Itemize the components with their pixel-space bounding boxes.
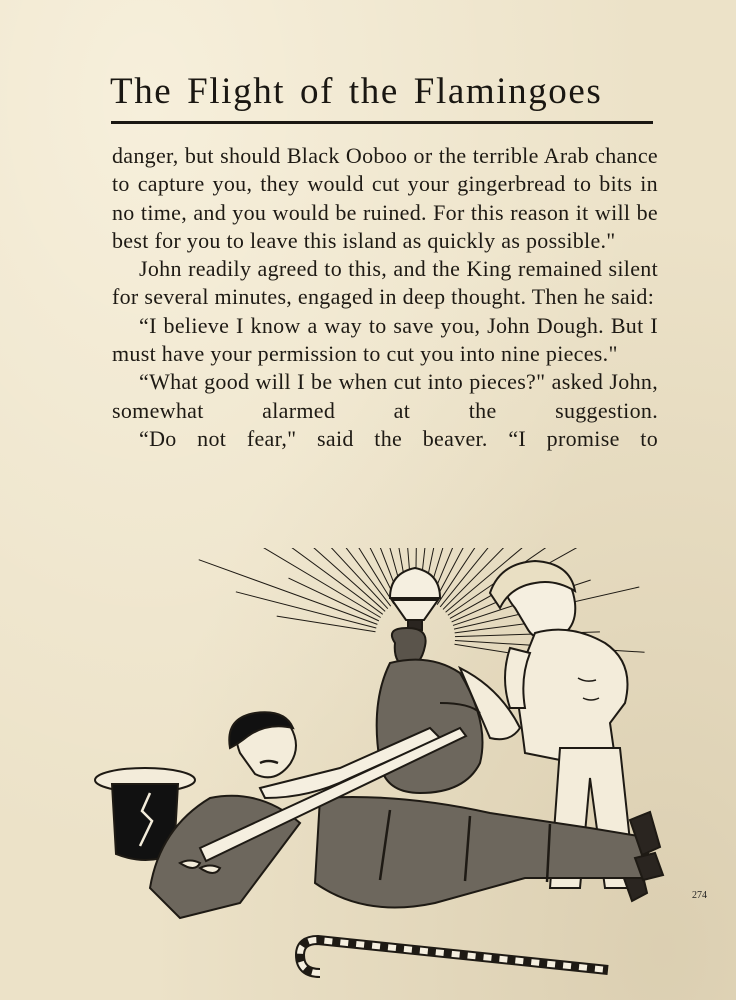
text-line: Arab chance to capture you, they would cut your [112,143,658,197]
light-ray [311,548,386,611]
running-header-title: The Flight of the Flamingoes [110,71,603,112]
text-line: “Do not fear," said the beaver. “I promise to [139,425,658,451]
text-line: ruined. For this reason it will be best for you to [112,199,658,253]
text-line: you into nine pieces." [420,341,618,367]
text-line: asked John, somewhat alarmed at the suggestion. [112,369,658,423]
light-ray [199,560,378,625]
text-line: remained silent for several minutes, engaged in [112,256,658,310]
body-text [112,142,658,453]
text-line: “What good will I be when cut into pieces?" [139,369,546,395]
header-rule [111,121,653,124]
paragraph-5 [112,425,658,453]
page-number: 274 [692,890,707,901]
paragraph-4 [112,368,658,425]
light-ray [256,548,381,618]
light-ray [230,548,383,614]
paragraph-1 [112,142,658,255]
text-line: deep thought. Then he said: [402,284,655,310]
paragraph-2 [112,255,658,312]
text-line: leave this island as quickly as possible." [250,227,616,253]
light-ray [275,548,390,606]
illustration [90,548,690,988]
candy-cane [300,940,608,973]
text-line: “I believe I know a way to save you, John [139,312,530,338]
text-line: gingerbread to bits in no time, and you would be [112,171,658,225]
paragraph-3 [112,312,658,369]
text-line: Dough. But I must have your permission to cut [112,312,658,367]
text-line: danger, but should Black Ooboo or the terrible [112,143,539,168]
text-line: John readily agreed to this, and the King [139,256,512,282]
